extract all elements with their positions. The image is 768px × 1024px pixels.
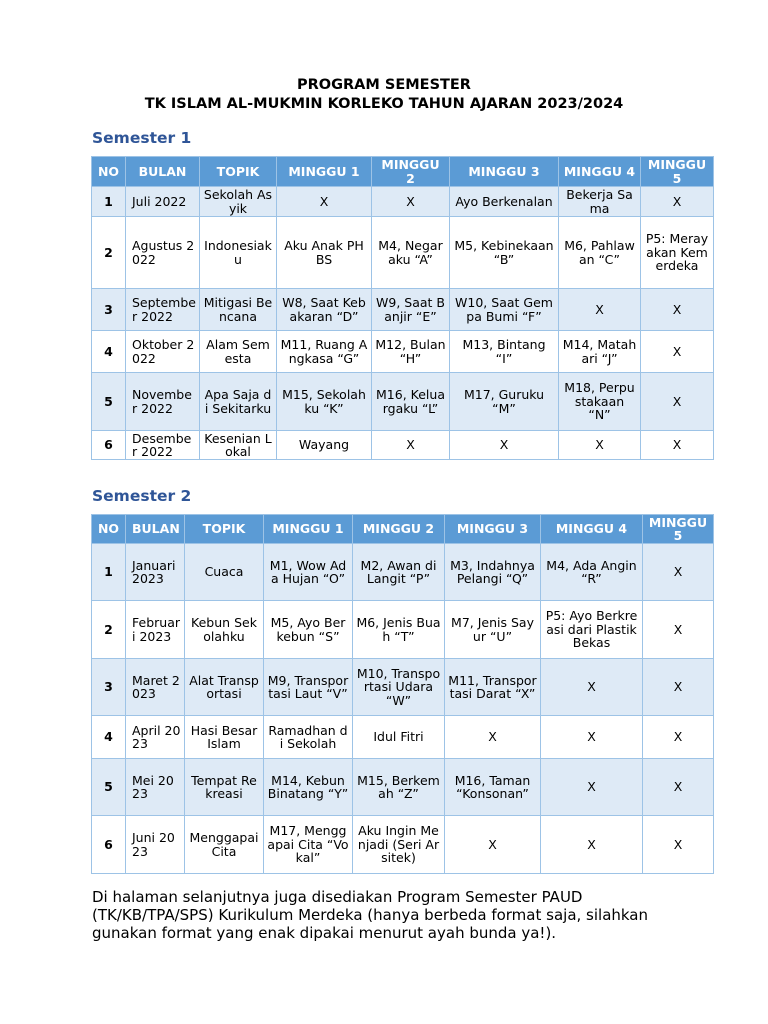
semester-2-table — [91, 514, 714, 874]
header-no: NO — [92, 515, 126, 544]
header-topik: TOPIK — [200, 157, 277, 187]
cell-minggu-5: P5: Merayakan Kemerdeka — [641, 217, 714, 289]
cell-bulan: Agustus 2022 — [126, 217, 200, 289]
cell-minggu-5: X — [643, 816, 714, 874]
cell-minggu-1: Aku Anak PHBS — [277, 217, 372, 289]
cell-minggu-3: M5, Kebinekaan “B” — [450, 217, 559, 289]
table-row — [92, 544, 714, 601]
cell-no: 4 — [92, 331, 126, 373]
cell-minggu-5: X — [641, 289, 714, 331]
cell-minggu-2: W9, Saat Banjir “E” — [372, 289, 450, 331]
cell-no: 3 — [92, 289, 126, 331]
table-row — [92, 816, 714, 874]
cell-minggu-1: M17, Menggapai Cita “Vokal” — [264, 816, 353, 874]
cell-minggu-4: X — [541, 716, 643, 759]
cell-no: 1 — [92, 544, 126, 601]
table-header-row — [92, 157, 714, 187]
cell-minggu-4: Bekerja Sama — [559, 187, 641, 217]
cell-topik: Alam Semesta — [200, 331, 277, 373]
cell-minggu-4: P5: Ayo Berkreasi dari Plastik Bekas — [541, 601, 643, 659]
cell-minggu-4: M18, Perpustakaan “N” — [559, 373, 641, 431]
cell-no: 5 — [92, 373, 126, 431]
semester-1-table — [91, 156, 714, 460]
table-row — [92, 716, 714, 759]
table-row — [92, 601, 714, 659]
cell-topik: Kebun Sekolahku — [185, 601, 264, 659]
cell-topik: Alat Transportasi — [185, 659, 264, 716]
cell-no: 4 — [92, 716, 126, 759]
header-minggu-5: MINGGU 5 — [643, 515, 714, 544]
cell-bulan: Juli 2022 — [126, 187, 200, 217]
cell-minggu-1: M14, Kebun Binatang “Y” — [264, 759, 353, 816]
header-minggu-2: MINGGU 2 — [353, 515, 445, 544]
cell-minggu-1: M9, Transportasi Laut “V” — [264, 659, 353, 716]
cell-bulan: Februari 2023 — [126, 601, 185, 659]
cell-topik: Hasi Besar Islam — [185, 716, 264, 759]
header-no: NO — [92, 157, 126, 187]
cell-minggu-1: M15, Sekolahku “K” — [277, 373, 372, 431]
cell-bulan: Juni 2023 — [126, 816, 185, 874]
table-header-row — [92, 515, 714, 544]
cell-minggu-4: X — [559, 431, 641, 460]
cell-minggu-2: M2, Awan di Langit “P” — [353, 544, 445, 601]
header-minggu-1: MINGGU 1 — [264, 515, 353, 544]
cell-minggu-5: X — [641, 431, 714, 460]
cell-no: 2 — [92, 217, 126, 289]
cell-minggu-5: X — [643, 544, 714, 601]
cell-minggu-5: X — [643, 601, 714, 659]
cell-no: 3 — [92, 659, 126, 716]
cell-bulan: April 2023 — [126, 716, 185, 759]
header-bulan: BULAN — [126, 157, 200, 187]
cell-bulan: Januari 2023 — [126, 544, 185, 601]
cell-minggu-2: M6, Jenis Buah “T” — [353, 601, 445, 659]
cell-topik: Kesenian Lokal — [200, 431, 277, 460]
cell-minggu-3: M13, Bintang “I” — [450, 331, 559, 373]
cell-minggu-3: M17, Guruku “M” — [450, 373, 559, 431]
cell-minggu-2: Idul Fitri — [353, 716, 445, 759]
cell-minggu-3: M16, Taman “Konsonan” — [445, 759, 541, 816]
cell-bulan: November 2022 — [126, 373, 200, 431]
header-minggu-2: MINGGU 2 — [372, 157, 450, 187]
table-row — [92, 431, 714, 460]
table-row — [92, 331, 714, 373]
table-row — [92, 759, 714, 816]
header-minggu-3: MINGGU 3 — [450, 157, 559, 187]
cell-minggu-2: X — [372, 187, 450, 217]
cell-minggu-4: M4, Ada Angin “R” — [541, 544, 643, 601]
cell-topik: Cuaca — [185, 544, 264, 601]
cell-minggu-1: X — [277, 187, 372, 217]
header-minggu-4: MINGGU 4 — [559, 157, 641, 187]
header-minggu-3: MINGGU 3 — [445, 515, 541, 544]
cell-bulan: Maret 2023 — [126, 659, 185, 716]
cell-no: 1 — [92, 187, 126, 217]
cell-topik: Apa Saja di Sekitarku — [200, 373, 277, 431]
cell-minggu-2: Aku Ingin Menjadi (Seri Arsitek) — [353, 816, 445, 874]
cell-no: 6 — [92, 431, 126, 460]
cell-topik: Mitigasi Bencana — [200, 289, 277, 331]
cell-minggu-1: Wayang — [277, 431, 372, 460]
table-row — [92, 659, 714, 716]
cell-minggu-4: X — [541, 659, 643, 716]
cell-minggu-3: M11, Transportasi Darat “X” — [445, 659, 541, 716]
footer-note: Di halaman selanjutnya juga disediakan Program Semester PAUD (TK/KB/TPA/SPS) Kurikulum Merdeka (hanya berbeda format saja, silahkan gunakan format yang enak dipakai menurut ayah bunda ya!). — [92, 888, 649, 942]
cell-minggu-3: X — [445, 816, 541, 874]
cell-no: 5 — [92, 759, 126, 816]
table-row — [92, 289, 714, 331]
cell-minggu-1: M1, Wow Ada Hujan “O” — [264, 544, 353, 601]
cell-minggu-1: Ramadhan di Sekolah — [264, 716, 353, 759]
cell-bulan: Mei 2023 — [126, 759, 185, 816]
cell-minggu-5: X — [643, 659, 714, 716]
cell-minggu-4: X — [541, 816, 643, 874]
table-row — [92, 217, 714, 289]
cell-topik: Menggapai Cita — [185, 816, 264, 874]
cell-bulan: Oktober 2022 — [126, 331, 200, 373]
cell-minggu-2: M12, Bulan “H” — [372, 331, 450, 373]
cell-minggu-2: M10, Transportasi Udara “W” — [353, 659, 445, 716]
cell-minggu-4: X — [541, 759, 643, 816]
cell-minggu-4: M6, Pahlawan “C” — [559, 217, 641, 289]
table-row — [92, 187, 714, 217]
cell-minggu-3: M3, Indahnya Pelangi “Q” — [445, 544, 541, 601]
cell-topik: Indonesiaku — [200, 217, 277, 289]
header-minggu-5: MINGGU 5 — [641, 157, 714, 187]
cell-topik: Sekolah Asyik — [200, 187, 277, 217]
cell-minggu-3: Ayo Berkenalan — [450, 187, 559, 217]
cell-minggu-1: W8, Saat Kebakaran “D” — [277, 289, 372, 331]
cell-no: 2 — [92, 601, 126, 659]
cell-minggu-3: W10, Saat Gempa Bumi “F” — [450, 289, 559, 331]
semester-2-heading: Semester 2 — [92, 487, 192, 505]
cell-minggu-2: M15, Berkemah “Z” — [353, 759, 445, 816]
cell-minggu-5: X — [641, 373, 714, 431]
cell-minggu-4: X — [559, 289, 641, 331]
cell-bulan: Desember 2022 — [126, 431, 200, 460]
header-bulan: BULAN — [126, 515, 185, 544]
cell-bulan: September 2022 — [126, 289, 200, 331]
header-topik: TOPIK — [185, 515, 264, 544]
cell-minggu-3: X — [450, 431, 559, 460]
cell-minggu-3: M7, Jenis Sayur “U” — [445, 601, 541, 659]
cell-no: 6 — [92, 816, 126, 874]
cell-minggu-2: M16, Keluargaku “L” — [372, 373, 450, 431]
document-subtitle: TK ISLAM AL-MUKMIN KORLEKO TAHUN AJARAN 2023/2024 — [144, 96, 624, 112]
cell-minggu-5: X — [643, 759, 714, 816]
cell-minggu-5: X — [641, 187, 714, 217]
cell-minggu-2: M4, Negaraku “A” — [372, 217, 450, 289]
cell-minggu-4: M14, Matahari “J” — [559, 331, 641, 373]
cell-minggu-1: M5, Ayo Berkebun “S” — [264, 601, 353, 659]
cell-minggu-3: X — [445, 716, 541, 759]
cell-minggu-5: X — [641, 331, 714, 373]
cell-topik: Tempat Rekreasi — [185, 759, 264, 816]
semester-1-heading: Semester 1 — [92, 129, 192, 147]
table-row — [92, 373, 714, 431]
cell-minggu-5: X — [643, 716, 714, 759]
cell-minggu-2: X — [372, 431, 450, 460]
header-minggu-4: MINGGU 4 — [541, 515, 643, 544]
header-minggu-1: MINGGU 1 — [277, 157, 372, 187]
cell-minggu-1: M11, Ruang Angkasa “G” — [277, 331, 372, 373]
document-title: PROGRAM SEMESTER — [297, 77, 471, 93]
